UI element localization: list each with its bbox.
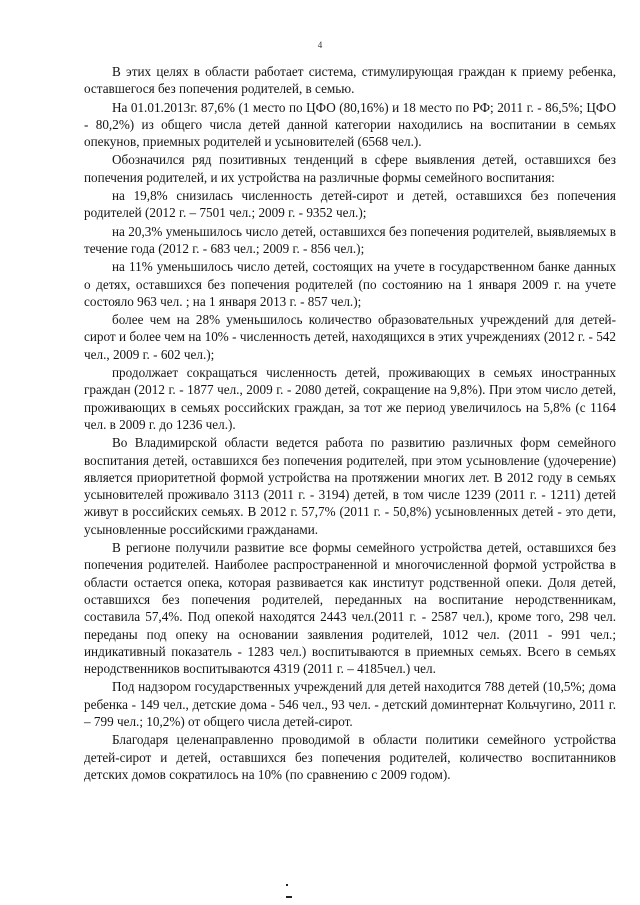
paragraph-orphans-decrease: на 19,8% снизилась численность детей-сирот и детей, оставшихся без попечения родителей (2012 г. – 7501 чел.; 2009 г. - 9352 чел.); <box>84 188 616 221</box>
paragraph-adoption: Во Владимирской области ведется работа по развитию различных форм семейного воспитания детей, оставшихся без попечения родителей, при этом усыновление (удочерение) является приоритетной формой устройства на протяжении многих лет. В 2012 году в семьях усыновителей проживало 3113 (2011 г. - 3194) детей, в том числе 1239 (2011 г. - 1211) детей живут в российских семьях. В 2012 г. 57,7% (2011 г. - 50,8%) усыновленных детей - это дети, усыновленные российскими гражданами. <box>84 435 616 537</box>
document-body <box>84 63 616 784</box>
paragraph-databank-decrease: на 11% уменьшилось число детей, состоящих на учете в государственном банке данных о детях, оставшихся без попечения родителей (по состоянию на 1 января 2009 г. на учете состояло 963 чел. ; на 1 января 2013 г. - 857 чел.); <box>84 259 616 309</box>
paragraph-supervision: Под надзором государственных учреждений для детей находится 788 детей (10,5%; дома ребенка - 149 чел., детские дома - 546 чел., 93 чел. - детский доминтернат Кольчугино, 2011 г. – 799 чел.; 10,2%) от общего числа детей-сирот. <box>84 679 616 729</box>
paragraph-institutions-decrease: более чем на 28% уменьшилось количество образовательных учреждений для детей-сирот и более чем на 10% - численность детей, находящихся в этих учреждениях (2012 г. - 542 чел., 2009 г. - 602 чел.); <box>84 312 616 362</box>
paragraph-identified-decrease: на 20,3% уменьшилось число детей, оставшихся без попечения родителей, выявляемых в течение года (2012 г. - 683 чел.; 2009 г. - 856 чел.); <box>84 223 616 256</box>
paragraph-intro: В этих целях в области работает система, стимулирующая граждан к приему ребенка, оставшегося без попечения родителей, в семью. <box>84 64 616 97</box>
paragraph-statistics-2013: На 01.01.2013г. 87,6% (1 место по ЦФО (80,16%) и 18 место по РФ; 2011 г. - 86,5%; ЦФО - 80,2%) из общего числа детей данной категории находились на воспитании в семьях опекунов, приемных родителей и усыновителей (6568 чел.). <box>84 99 616 150</box>
paragraph-positive-trends: Обозначился ряд позитивных тенденций в сфере выявления детей, оставшихся без попечения родителей, и их устройства на различные формы семейного воспитания: <box>84 152 616 185</box>
paragraph-conclusion: Благодаря целенаправленно проводимой в области политики семейного устройства детей-сирот и детей, оставшихся без попечения родителей, количество воспитанников детских домов сократилось на 10% (по сравнению с 2009 годом). <box>84 732 616 782</box>
paragraph-foreign-families: продолжает сокращаться численность детей, проживающих в семьях иностранных граждан (2012 г. - 1877 чел., 2009 г. - 2080 детей, сокращение на 9,8%). При этом число детей, проживающих в семьях российских граждан, за тот же период увеличилось на 5,8% (с 1164 чел. в 2009 г. до 1236 чел.). <box>84 365 616 432</box>
paragraph-guardianship: В регионе получили развитие все формы семейного устройства детей, оставшихся без попечения родителей. Наиболее распространенной и многочисленной формой устройства в области остается опека, которая развивается как институт родственной опеки. Доля детей, оставшихся без попечения родителей, переданных на воспитание неродственникам, составила 57,4%. Под опекой находятся 2443 чел.(2011 г. - 2587 чел.), кроме того, 298 чел. переданы под опеку на основании заявления родителей, 1012 чел. (2011 - 991 чел.; индикативный показатель - 1283 чел.) воспитываются в приемных семьях. Всего в семьях неродственников воспитываются 4319 (2011 г. – 4185чел.) чел. <box>84 540 616 677</box>
page-number: 4 <box>317 40 323 50</box>
scan-artifact <box>286 884 288 886</box>
scan-artifact <box>286 896 292 898</box>
